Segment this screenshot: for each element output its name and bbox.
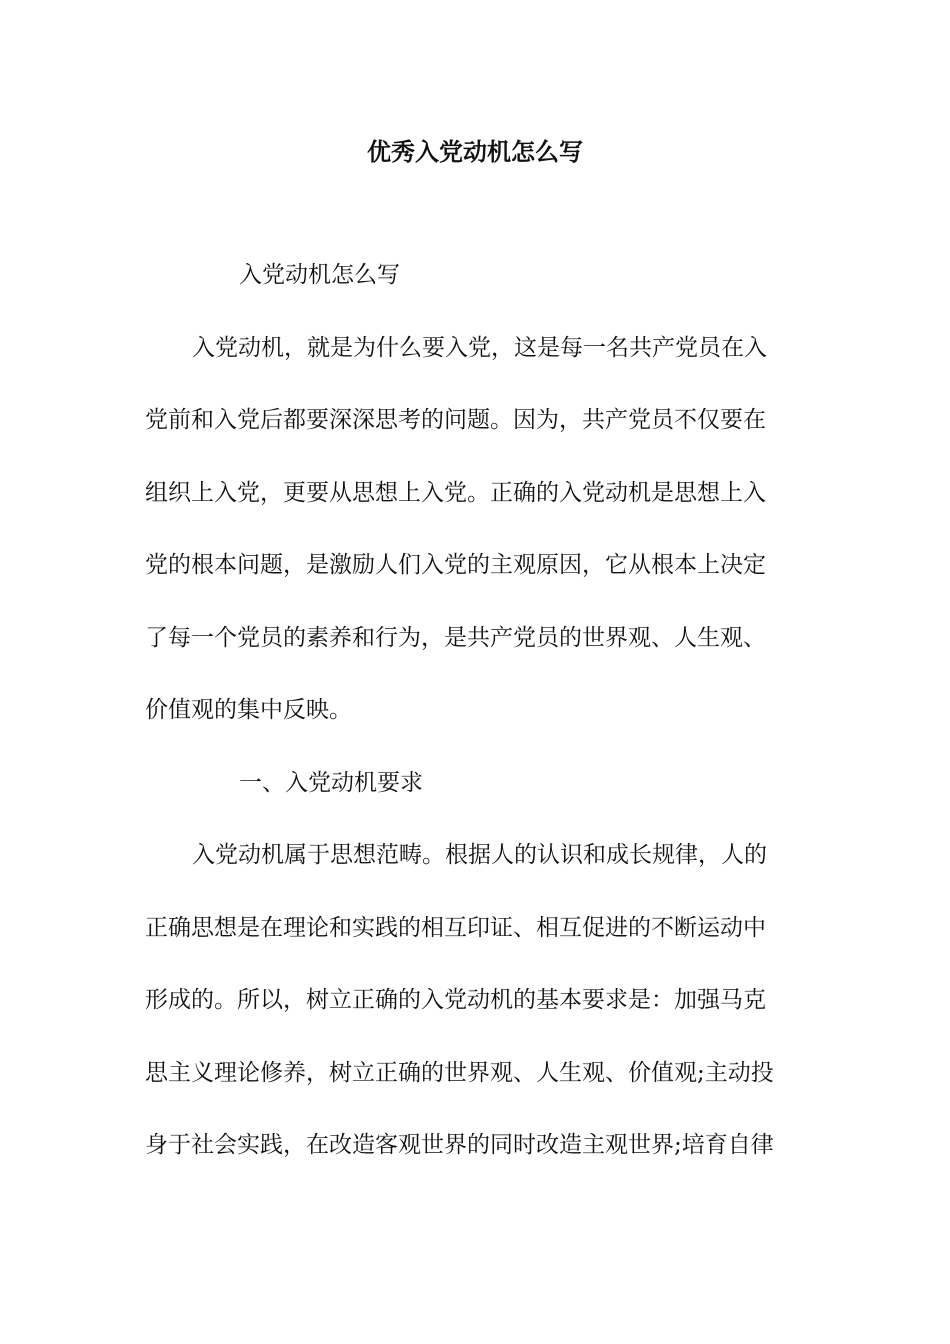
paragraph-line: 入党动机属于思想范畴。根据人的认识和成长规律，人的 bbox=[192, 842, 767, 868]
paragraph-line: 身于社会实践，在改造客观世界的同时改造主观世界;培育自律 bbox=[145, 1132, 774, 1158]
document-body bbox=[145, 255, 807, 1198]
paragraph-line: 了每一个党员的素养和行为，是共产党员的世界观、人生观、 bbox=[145, 624, 766, 651]
paragraph-line: 形成的。所以，树立正确的入党动机的基本要求是：加强马克 bbox=[145, 987, 766, 1013]
document-title: 优秀入党动机怎么写 bbox=[367, 137, 583, 166]
paragraph-line: 思主义理论修养，树立正确的世界观、人生观、价值观;主动投 bbox=[145, 1059, 774, 1086]
paragraph-line: 入党动机，就是为什么要入党，这是每一名共产党员在入 bbox=[192, 334, 767, 361]
paragraph-line: 党的根本问题，是激励人们入党的主观原因，它从根本上决定 bbox=[145, 552, 766, 578]
paragraph-line: 正确思想是在理论和实践的相互印证、相互促进的不断运动中 bbox=[145, 914, 766, 941]
paragraph-line: 价值观的集中反映。 bbox=[145, 697, 352, 723]
paragraph-line: 党前和入党后都要深深思考的问题。因为，共产党员不仅要在 bbox=[145, 407, 766, 433]
section-heading: 入党动机怎么写 bbox=[239, 262, 400, 288]
paragraph-line: 组织上入党，更要从思想上入党。正确的入党动机是思想上入 bbox=[145, 479, 766, 506]
section-heading: 一、入党动机要求 bbox=[239, 769, 423, 796]
